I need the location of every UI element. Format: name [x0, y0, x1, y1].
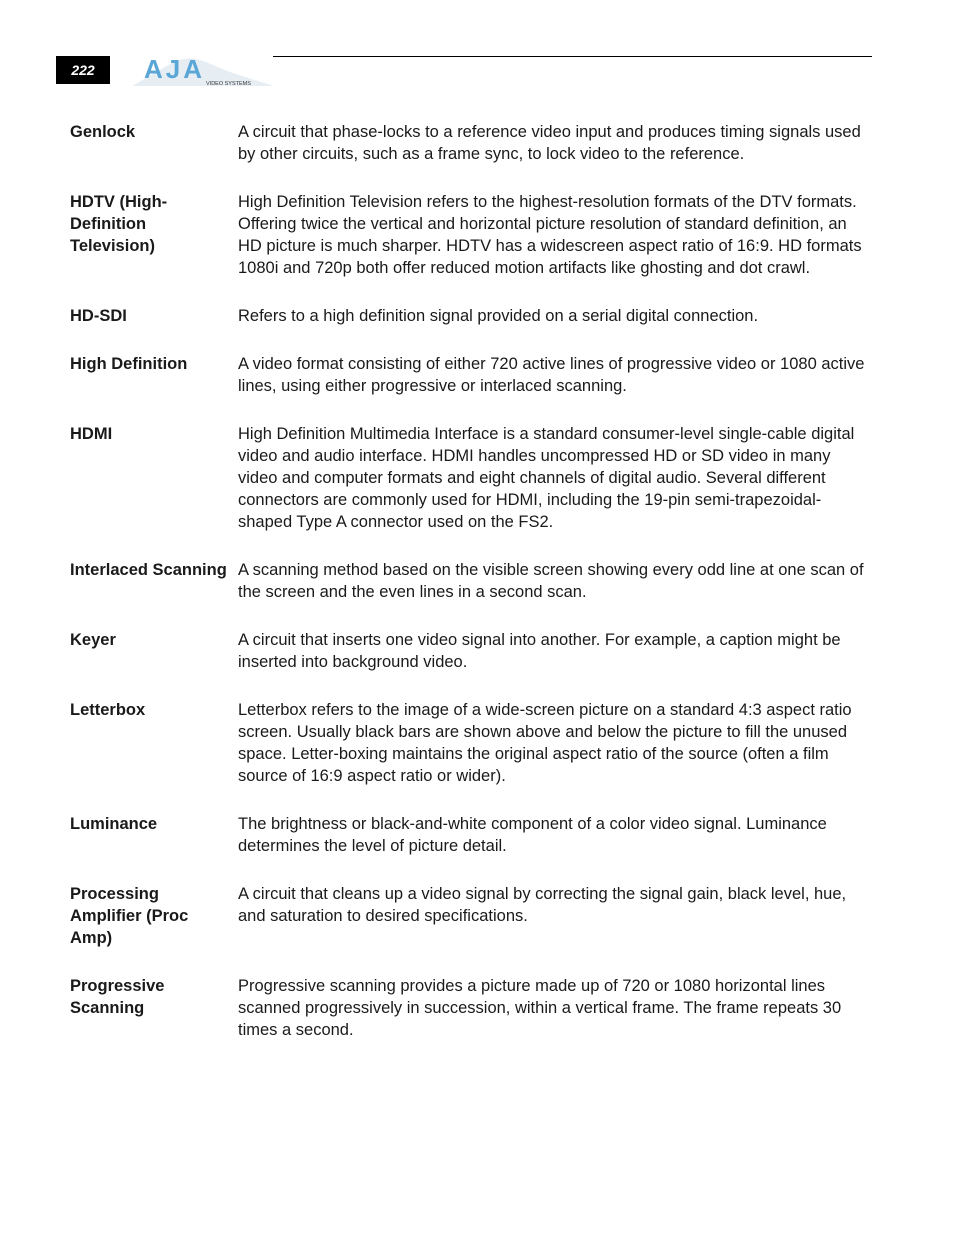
glossary-entry — [70, 191, 870, 279]
glossary-definition: A circuit that cleans up a video signal by correcting the signal gain, black level, hue, and saturation to desired specifications. — [238, 885, 847, 925]
glossary-definition: A circuit that inserts one video signal into another. For example, a caption might be inserted into background video. — [238, 631, 841, 671]
glossary-term: Interlaced Scanning — [70, 561, 227, 579]
glossary-term: Genlock — [70, 123, 136, 141]
glossary-entry — [70, 353, 870, 397]
glossary-definition: Refers to a high definition signal provided on a serial digital connection. — [238, 307, 759, 325]
glossary-term: HDTV (High-Definition Television) — [70, 193, 168, 255]
aja-logo — [130, 54, 276, 90]
glossary-definition: A scanning method based on the visible screen showing every odd line at one scan of the screen and the even lines in a second scan. — [238, 561, 864, 601]
glossary-definition: The brightness or black-and-white component of a color video signal. Luminance determines the level of picture detail. — [238, 815, 827, 855]
glossary-entry — [70, 121, 870, 165]
glossary-definition: Letterbox refers to the image of a wide-screen picture on a standard 4:3 aspect ratio screen. Usually black bars are shown above and below the picture to fill the unused space. Letter-boxing maintains the original aspect ratio of the source (often a film source of 16:9 aspect ratio or wider). — [238, 701, 852, 785]
glossary-entry — [70, 883, 870, 949]
page-number: 222 — [56, 56, 110, 84]
glossary-term: Letterbox — [70, 701, 146, 719]
glossary-term: Progressive Scanning — [70, 977, 165, 1017]
glossary-term: HDMI — [70, 425, 113, 443]
glossary-entry — [70, 813, 870, 857]
logo-subtext: VIDEO SYSTEMS — [206, 81, 251, 87]
glossary-definition: A circuit that phase-locks to a reference video input and produces timing signals used by other circuits, such as a frame sync, to lock video to the reference. — [238, 123, 861, 163]
glossary-definition: High Definition Multimedia Interface is a standard consumer-level single-cable digital video and audio interface. HDMI handles uncompressed HD or SD video in many video and computer formats and eight channels of digital audio. Several different connectors are commonly used for HDMI, including the 19-pin semi-trapezoidal-shaped Type A connector used on the FS2. — [238, 425, 855, 531]
glossary-term: Processing Amplifier (Proc Amp) — [70, 885, 189, 947]
header-rule — [273, 56, 872, 57]
glossary-definition: Progressive scanning provides a picture made up of 720 or 1080 horizontal lines scanned progressively in succession, within a vertical frame. The frame repeats 30 times a second. — [238, 977, 842, 1039]
glossary-entry — [70, 975, 870, 1041]
glossary-entry — [70, 699, 870, 787]
glossary-entry — [70, 559, 870, 603]
glossary-entry — [70, 423, 870, 533]
glossary-term: HD-SDI — [70, 307, 127, 325]
glossary-term: Keyer — [70, 631, 116, 649]
logo-text: AJA — [144, 54, 206, 84]
glossary-definition: A video format consisting of either 720 active lines of progressive video or 1080 active lines, using either progressive or interlaced scanning. — [238, 355, 865, 395]
glossary-entry — [70, 305, 870, 327]
glossary-entry — [70, 629, 870, 673]
glossary-list — [70, 121, 870, 1067]
glossary-definition: High Definition Television refers to the highest-resolution formats of the DTV formats. Offering twice the vertical and horizontal picture resolution of standard definition, an HD picture is much sharper. HDTV has a widescreen aspect ratio of 16:9. HD formats 1080i and 720p both offer reduced motion artifacts like ghosting and dot crawl. — [238, 193, 862, 277]
glossary-term: Luminance — [70, 815, 158, 833]
glossary-term: High Definition — [70, 355, 188, 373]
